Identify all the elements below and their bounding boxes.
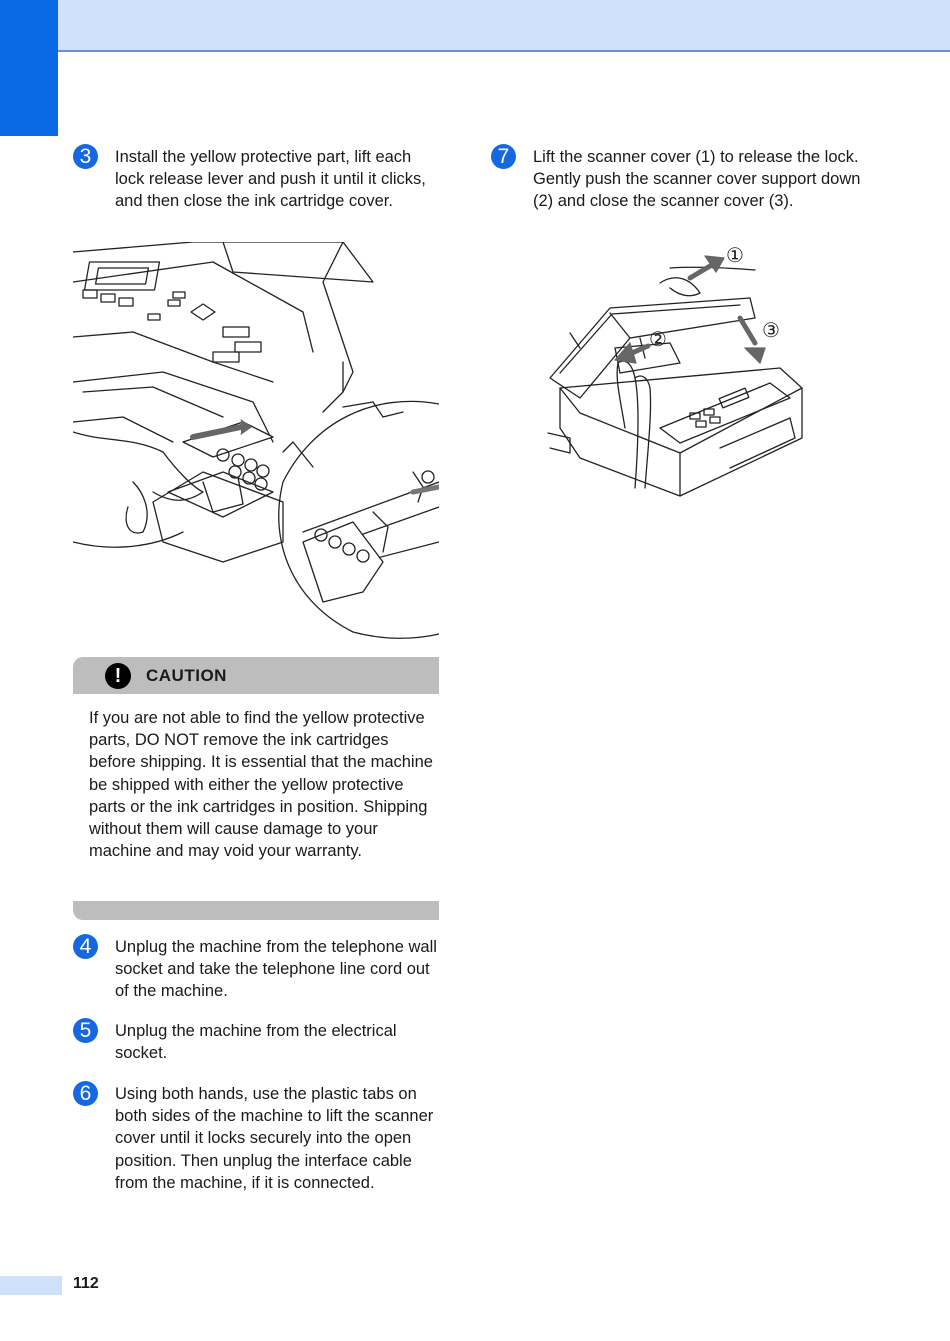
caution-title: CAUTION (146, 666, 227, 685)
caution-body: If you are not able to find the yellow protective parts, DO NOT remove the ink cartridges before shipping. It is essential that the machine be shipped with either the yellow protective parts or the ink cartridges in position. Shipping without them will cause damage to your machine and may void your warranty. (89, 709, 433, 861)
header-band (58, 0, 950, 52)
step-text: Install the yellow protective part, lift each lock release lever and push it until it clicks, and then close the ink cartridge cover. (115, 148, 426, 211)
step-number-badge: 4 (73, 934, 98, 959)
chapter-side-tab (0, 0, 58, 136)
callout-3: ③ (762, 318, 780, 342)
caution-footer-band (73, 901, 439, 920)
step-number-badge: 3 (73, 144, 98, 169)
step-text: Lift the scanner cover (1) to release the lock. Gently push the scanner cover support down (2) and close the scanner cover (3). (533, 148, 861, 211)
ink-cartridge-protective-part-illustration (73, 242, 439, 640)
page-number: 112 (73, 1275, 99, 1292)
footer-tab (0, 1276, 62, 1295)
step-number-badge: 6 (73, 1081, 98, 1106)
step-text: Using both hands, use the plastic tabs on both sides of the machine to lift the scanner cover until it locks securely into the open position. Then unplug the interface cable from the machine, if it is connected. (115, 1085, 434, 1192)
scanner-cover-illustration (540, 238, 820, 498)
step-text: Unplug the machine from the electrical socket. (115, 1022, 397, 1063)
step-text: Unplug the machine from the telephone wall socket and take the telephone line cord out of the machine. (115, 938, 437, 1001)
step-number-badge: 7 (491, 144, 516, 169)
callout-1: ① (726, 243, 744, 267)
step-number-badge: 5 (73, 1018, 98, 1043)
callout-2: ② (649, 327, 667, 351)
caution-header (73, 657, 439, 694)
caution-exclamation-icon: ! (105, 663, 131, 689)
